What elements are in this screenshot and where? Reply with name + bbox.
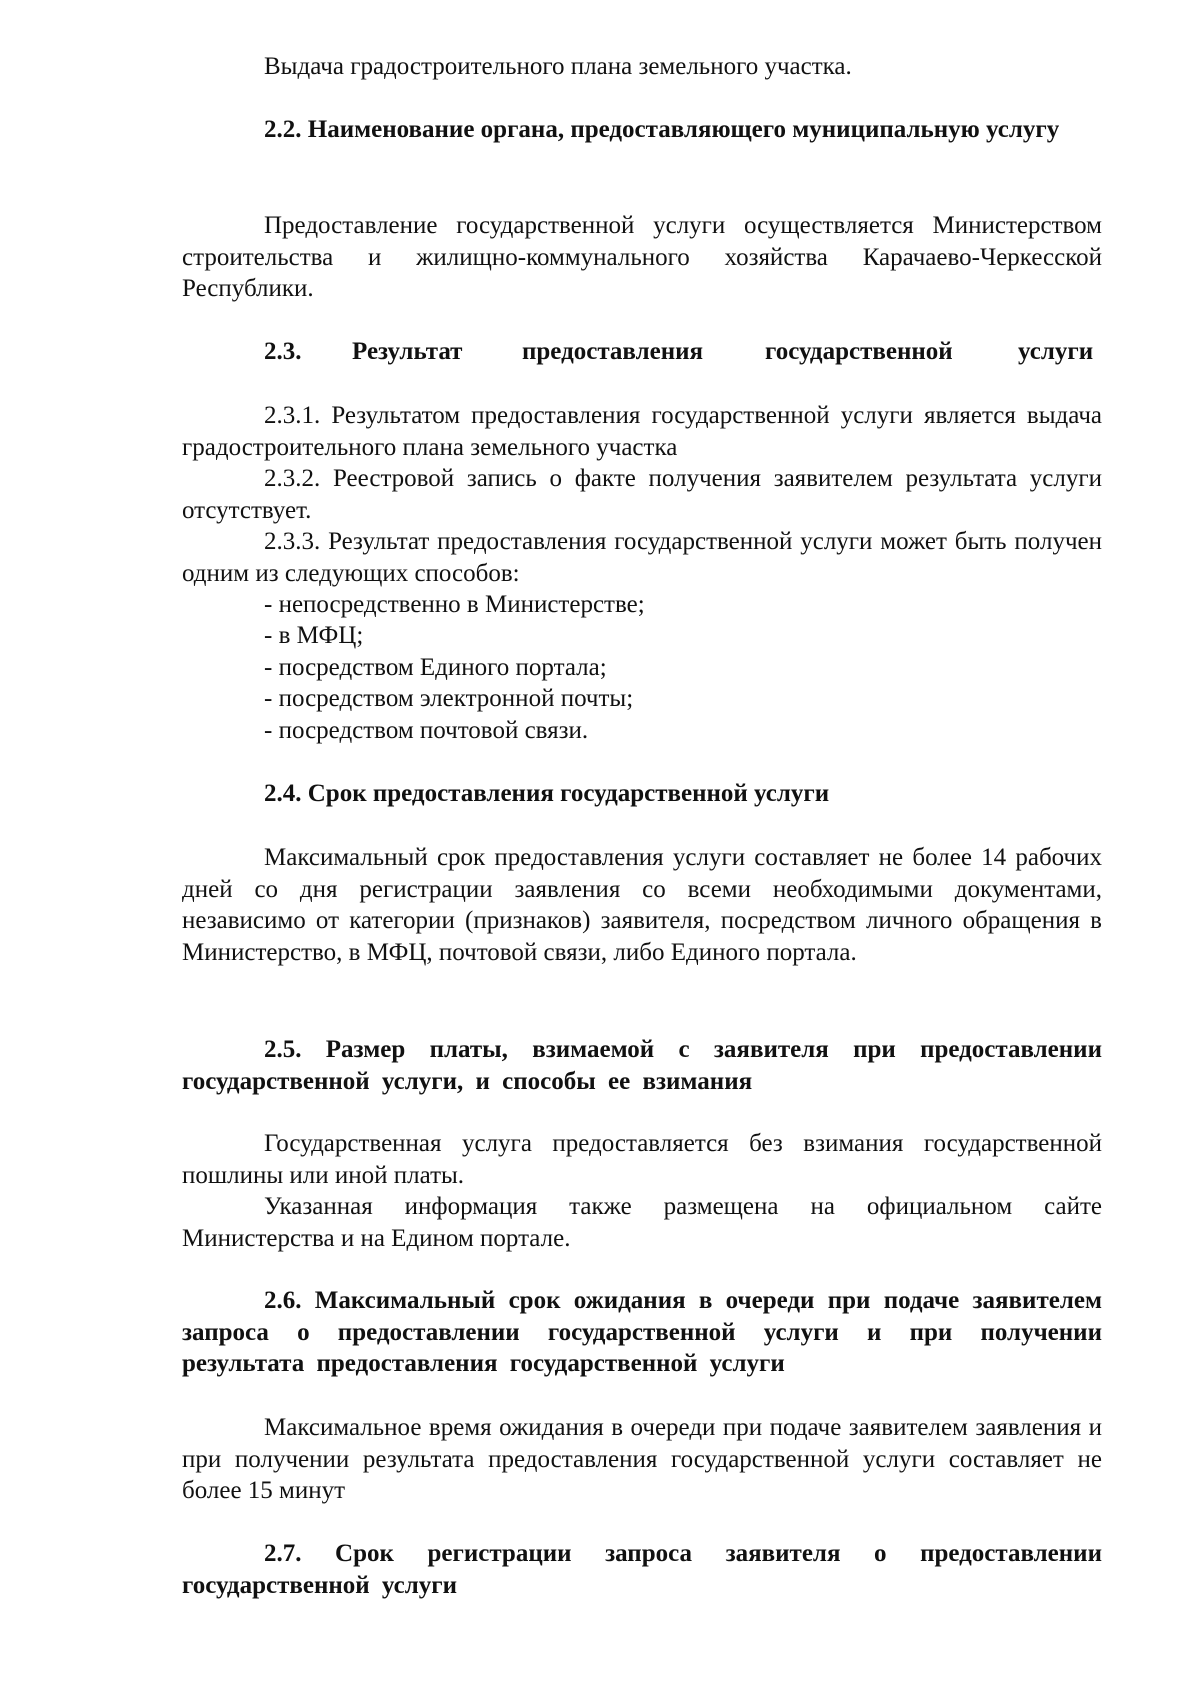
section-2-5-paragraph-1: Государственная услуга предоставляется без взимания государственной пошлины или иной платы.: [182, 1130, 1102, 1189]
section-2-3-word-4: услуги: [1018, 338, 1094, 365]
section-2-3-word-3: государственной: [765, 338, 953, 365]
section-2-3-2-paragraph: 2.3.2. Реестровой запись о факте получения заявителем результата услуги отсутствует.: [182, 465, 1102, 524]
section-2-5-heading: 2.5. Размер платы, взимаемой с заявителя при предоставлении государственной услуги, и способы ее взимания: [182, 1036, 1102, 1095]
section-2-2-body: Предоставление государственной услуги осуществляется Министерством строительства и жилищно-коммунального хозяйства Карачаево-Черкесской Республики.: [182, 212, 1102, 302]
section-2-3-1-paragraph: 2.3.1. Результатом предоставления государственной услуги является выдача градостроительного плана земельного участка: [182, 402, 1102, 461]
section-2-3-word-2: предоставления: [522, 338, 704, 365]
section-2-6-body: Максимальное время ожидания в очереди при подаче заявителем заявления и при получении результата предоставления государственной услуги составляет не более 15 минут: [182, 1414, 1102, 1504]
list-item: - посредством электронной почты;: [264, 685, 634, 712]
section-2-6-heading: 2.6. Максимальный срок ожидания в очереди при подаче заявителем запроса о предоставлении государственной услуги и при получении результата предоставления государственной услуги: [182, 1287, 1102, 1377]
list-item: - непосредственно в Министерстве;: [264, 591, 645, 618]
intro-paragraph: Выдача градостроительного плана земельного участка.: [264, 53, 852, 80]
list-item: - посредством почтовой связи.: [264, 717, 589, 744]
section-2-3-number: 2.3.: [264, 338, 302, 365]
section-2-4-body: Максимальный срок предоставления услуги составляет не более 14 рабочих дней со дня регистрации заявления со всеми необходимыми документами, независимо от категории (признаков) заявителя, посредством личного обращения в Министерство, в МФЦ, почтовой связи, либо Единого портала.: [182, 844, 1102, 966]
section-2-5-paragraph-2: Указанная информация также размещена на официальном сайте Министерства и на Едином портале.: [182, 1193, 1102, 1252]
section-2-7-heading: 2.7. Срок регистрации запроса заявителя о предоставлении государственной услуги: [182, 1540, 1102, 1599]
section-2-4-heading: 2.4. Срок предоставления государственной услуги: [264, 780, 830, 807]
section-2-2-heading: 2.2. Наименование органа, предоставляющего муниципальную услугу: [264, 116, 1060, 143]
list-item: - в МФЦ;: [264, 622, 364, 649]
section-2-3-word-1: Результат: [352, 338, 463, 365]
section-2-3-3-paragraph: 2.3.3. Результат предоставления государственной услуги может быть получен одним из следующих способов:: [182, 528, 1102, 587]
list-item: - посредством Единого портала;: [264, 654, 607, 681]
